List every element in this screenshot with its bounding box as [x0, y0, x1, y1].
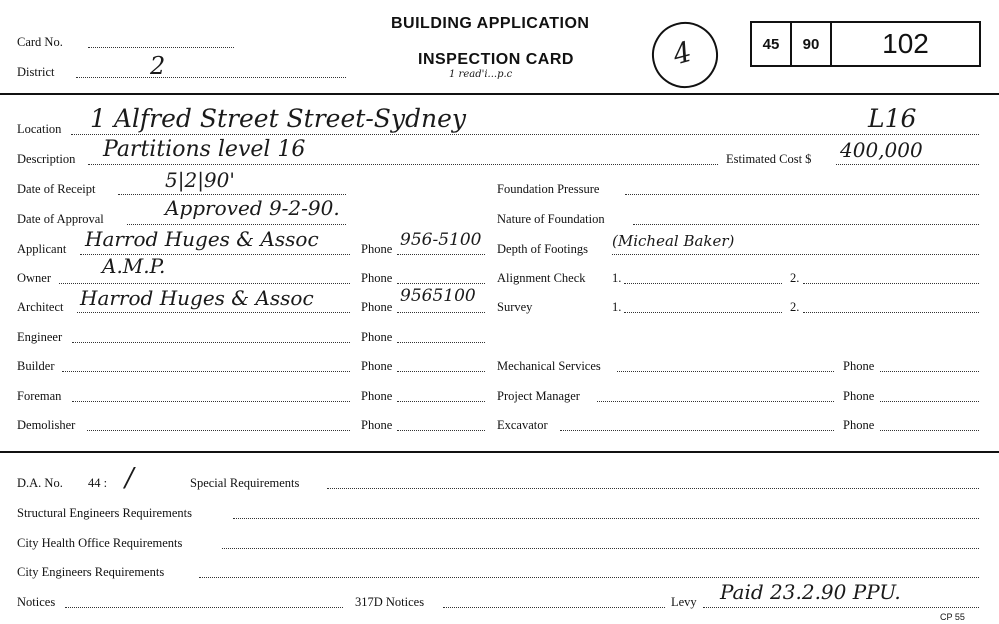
builder-phone-line [397, 371, 485, 372]
owner-phone-line [397, 283, 485, 284]
form-title-line1: BUILDING APPLICATION [391, 15, 590, 32]
circled-mark [645, 15, 726, 96]
demolisher-phone-line [397, 430, 485, 431]
depth-footings-line [612, 254, 979, 255]
location-value: 1 Alfred Street Street-Sydney [90, 104, 467, 133]
district-line [76, 77, 346, 78]
survey-1-label: 1. [612, 300, 622, 314]
applicant-phone-value: 956-5100 [400, 230, 482, 250]
location-line [71, 134, 979, 135]
foreman-line [72, 401, 350, 402]
owner-line [59, 283, 350, 284]
demolisher-line [87, 430, 350, 431]
city-eng-label: City Engineers Requirements [17, 565, 165, 579]
district-label: District [17, 65, 55, 79]
location-level: L16 [868, 104, 917, 133]
notices-line [65, 607, 343, 608]
nature-foundation-label: Nature of Foundation [497, 212, 605, 226]
card-no-label: Card No. [17, 35, 63, 49]
excavator-phone-line [880, 430, 979, 431]
survey-label: Survey [497, 300, 533, 314]
city-eng-line [199, 577, 979, 578]
builder-label: Builder [17, 359, 55, 373]
applicant-phone-label: Phone [361, 242, 393, 256]
receipt-value: 5|2|90' [165, 168, 235, 192]
approval-label: Date of Approval [17, 212, 104, 226]
excavator-label: Excavator [497, 418, 548, 432]
engineer-label: Engineer [17, 330, 63, 344]
demolisher-label: Demolisher [17, 418, 76, 432]
foreman-phone-label: Phone [361, 389, 393, 403]
applicant-label: Applicant [17, 242, 67, 256]
project-manager-phone-label: Phone [843, 389, 875, 403]
alignment-label: Alignment Check [497, 271, 586, 285]
excavator-line [560, 430, 834, 431]
structural-label: Structural Engineers Requirements [17, 506, 192, 520]
approval-value: Approved 9-2-90. [165, 196, 340, 220]
title-handwritten-note: 1 read'i...p.c [449, 69, 513, 80]
mechanical-line [617, 371, 834, 372]
alignment-2-label: 2. [790, 271, 800, 285]
owner-label: Owner [17, 271, 52, 285]
structural-line [233, 518, 979, 519]
description-value: Partitions level 16 [103, 137, 306, 162]
levy-label: Levy [671, 595, 697, 609]
builder-phone-label: Phone [361, 359, 393, 373]
depth-footings-label: Depth of Footings [497, 242, 588, 256]
survey-2-line [803, 312, 979, 313]
ref-cell-b: 90 [792, 23, 832, 65]
alignment-2-line [803, 283, 979, 284]
notices-317d-line [443, 607, 665, 608]
ref-cell-c: 102 [882, 28, 929, 59]
special-label: Special Requirements [190, 476, 300, 490]
special-line [327, 488, 979, 489]
foreman-phone-line [397, 401, 485, 402]
applicant-phone-line [397, 254, 485, 255]
circled-mark-value: 4 [669, 34, 696, 72]
ref-cell-a: 45 [752, 23, 792, 65]
project-manager-line [597, 401, 834, 402]
alignment-1-line [624, 283, 782, 284]
architect-phone-value: 9565100 [400, 286, 476, 306]
mechanical-phone-label: Phone [843, 359, 875, 373]
header-divider [0, 93, 999, 95]
excavator-phone-label: Phone [843, 418, 875, 432]
depth-footings-value: (Micheal Baker) [612, 232, 735, 250]
applicant-value: Harrod Huges & Assoc [85, 227, 319, 251]
alignment-1-label: 1. [612, 271, 622, 285]
engineer-phone-label: Phone [361, 330, 393, 344]
owner-phone-label: Phone [361, 271, 393, 285]
notices-317d-label: 317D Notices [355, 595, 425, 609]
architect-phone-label: Phone [361, 300, 393, 314]
project-manager-label: Project Manager [497, 389, 580, 403]
architect-phone-line [397, 312, 485, 313]
receipt-label: Date of Receipt [17, 182, 96, 196]
levy-line [703, 607, 979, 608]
nature-foundation-line [633, 224, 979, 225]
notices-label: Notices [17, 595, 56, 609]
estimated-cost-label: Estimated Cost $ [726, 152, 812, 166]
foundation-pressure-label: Foundation Pressure [497, 182, 600, 196]
engineer-line [72, 342, 350, 343]
footer-divider [0, 451, 999, 453]
survey-2-label: 2. [790, 300, 800, 314]
reference-box [750, 21, 981, 67]
da-label: D.A. No. [17, 476, 63, 490]
foreman-label: Foreman [17, 389, 62, 403]
description-line [88, 164, 718, 165]
da-prefix: 44 : [88, 476, 108, 490]
project-manager-phone-line [880, 401, 979, 402]
card-no-line [88, 47, 234, 48]
demolisher-phone-label: Phone [361, 418, 393, 432]
architect-line [77, 312, 350, 313]
health-label: City Health Office Requirements [17, 536, 183, 550]
form-title-line2: INSPECTION CARD [418, 51, 574, 68]
levy-value: Paid 23.2.90 PPU. [720, 580, 901, 604]
estimated-cost-line [836, 164, 979, 165]
mechanical-phone-line [880, 371, 979, 372]
health-line [222, 548, 979, 549]
district-value: 2 [150, 52, 166, 80]
location-label: Location [17, 122, 62, 136]
approval-line [127, 224, 346, 225]
survey-1-line [624, 312, 782, 313]
receipt-line [118, 194, 346, 195]
description-label: Description [17, 152, 76, 166]
architect-value: Harrod Huges & Assoc [80, 286, 314, 310]
estimated-cost-value: 400,000 [840, 138, 923, 162]
da-value: / [125, 463, 134, 493]
mechanical-label: Mechanical Services [497, 359, 601, 373]
builder-line [62, 371, 350, 372]
form-code: CP 55 [940, 612, 965, 622]
foundation-pressure-line [625, 194, 979, 195]
architect-label: Architect [17, 300, 64, 314]
engineer-phone-line [397, 342, 485, 343]
owner-value: A.M.P. [102, 254, 166, 278]
